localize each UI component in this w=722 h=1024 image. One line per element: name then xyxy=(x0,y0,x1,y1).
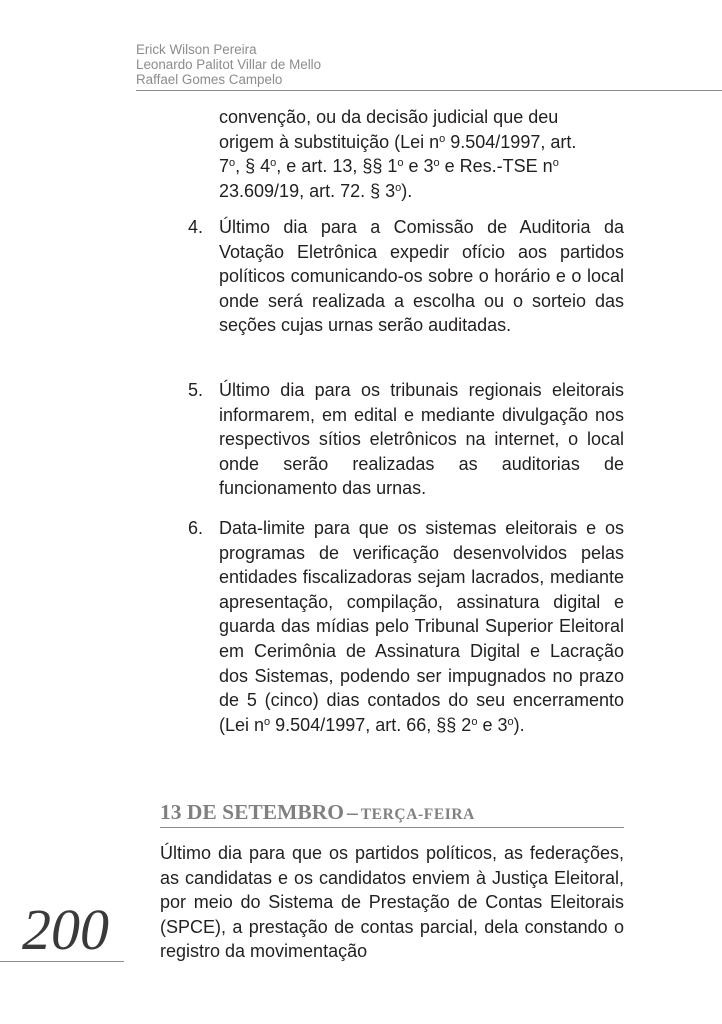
list-item xyxy=(188,516,624,766)
list-item-number: 6. xyxy=(188,518,204,538)
page-number-rule xyxy=(0,961,124,962)
text-line: origem à substituição (Lei $n^o$ 9.504/1997, art. xyxy=(219,131,577,152)
section-paragraph: Último dia para que os partidos políticos, as federações, as candidatas e os candidatos enviem à Justiça Eleitoral, por meio do Sistema de Prestação de Contas Eleitorais (SPCE), a prestação de contas parcial, dela constando o registro da movimentação xyxy=(160,843,624,962)
text-line: 7$^o$, § 4$^o$, e art. 13, §§ 1$^o$ e 3$^o$ e Res.-TSE $n^o$ xyxy=(219,156,559,177)
list-item-text: Último dia para a Comissão de Auditoria da Votação Eletrônica expedir ofício aos partidos políticos comunicando-os sobre o horário e o local onde será realizada a escolha ou o sorteio das seções cujas urnas serão auditadas. xyxy=(219,217,624,336)
heading-rule xyxy=(160,827,624,828)
list-item-text: Data-limite para que os sistemas eleitorais e os programas de verificação desenvolvidos pelas entidades fiscalizadoras sejam lacrados, mediante apresentação, compilação, assinatura digital e guarda das mídias pelo Tribunal Superior Eleitoral em Cerimônia de Assinatura Digital e Lacração dos Sistemas, podendo ser impugnados no prazo de 5 (cinco) dias contados do seu encerramento (Lei $n^o$ 9.504/1997, art. 66, §§ 2$^o$ e 3$^o$). xyxy=(219,518,624,735)
text-line: 23.609/19, art. 72. § 3$^o$). xyxy=(219,180,413,201)
continued-paragraph xyxy=(219,105,624,203)
section-weekday: TERÇA-FEIRA xyxy=(360,806,475,823)
page-number: 200 xyxy=(22,897,109,962)
text-line: convenção, ou da decisão judicial que deu xyxy=(219,107,559,127)
author-name: Leonardo Palitot Villar de Mello xyxy=(136,57,322,72)
author-name: Erick Wilson Pereira xyxy=(136,42,257,57)
header-rule xyxy=(136,90,722,91)
list-item xyxy=(188,215,624,363)
list-item-number: 4. xyxy=(188,217,204,237)
section-heading xyxy=(160,799,475,828)
list-item-text: Último dia para os tribunais regionais eleitorais informarem, em edital e mediante divulgação nos respectivos sítios eletrônicos na internet, o local onde serão realizadas as auditorias de funcionamento das urnas. xyxy=(219,380,624,499)
heading-separator: – xyxy=(346,800,358,824)
running-header xyxy=(136,42,321,87)
author-name: Raffael Gomes Campelo xyxy=(136,72,283,87)
list-item-number: 5. xyxy=(188,380,204,400)
list-item xyxy=(188,378,624,502)
section-date: 13 DE SETEMBRO xyxy=(160,800,344,824)
